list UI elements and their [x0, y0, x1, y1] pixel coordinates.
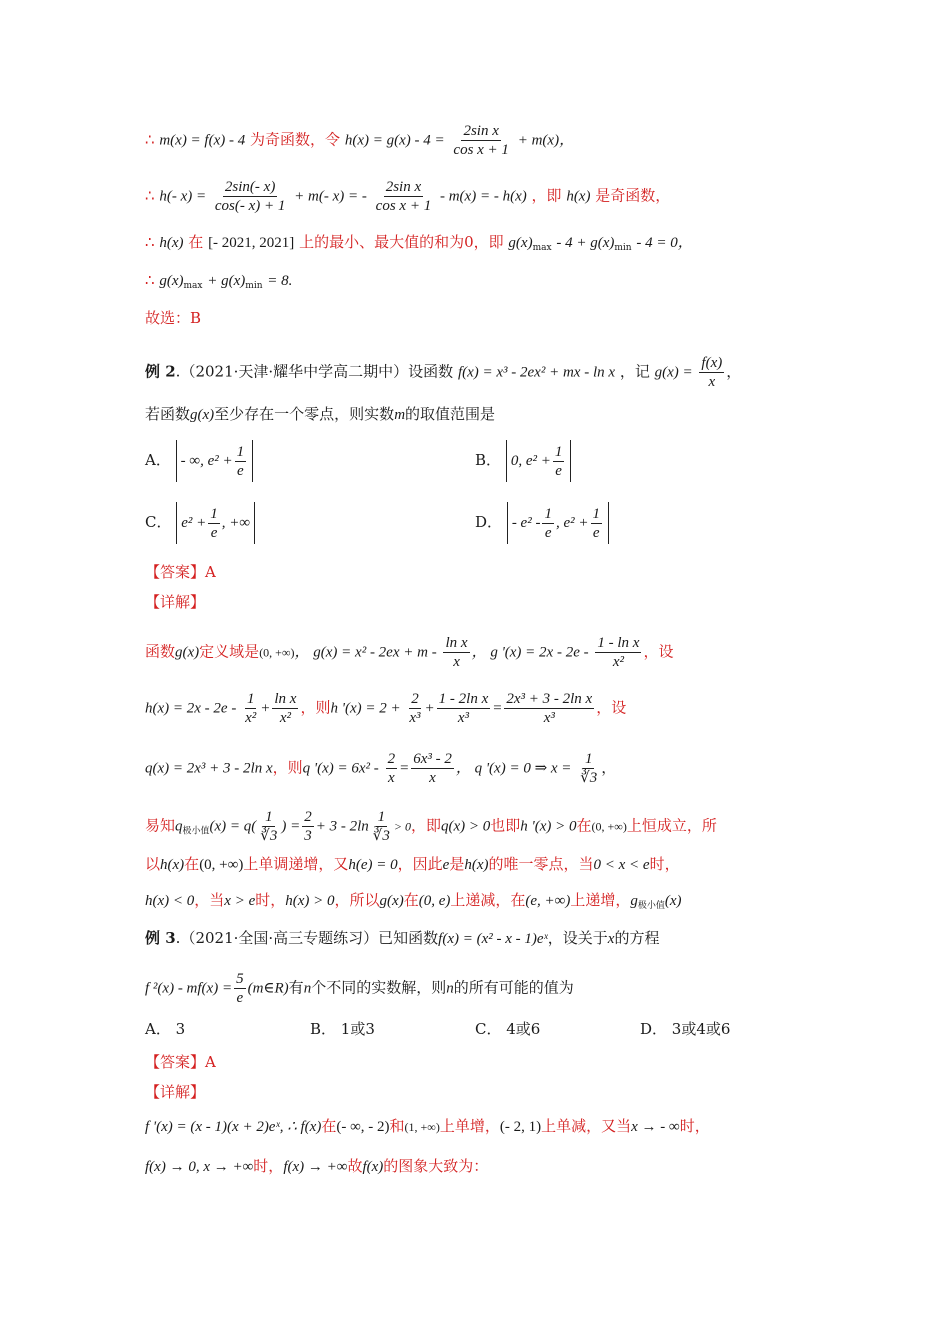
math-expression: h(x): [464, 857, 489, 873]
math-expression: (- ∞, - 2): [336, 1119, 390, 1135]
detail-tag: 【详解】: [145, 593, 206, 611]
solution-text: 上单减，又当: [541, 1117, 632, 1135]
math-expression: (0, e): [418, 893, 451, 909]
subscript: 极小值: [182, 826, 210, 837]
math-expression: h(x) = g(x) - 4 =: [344, 132, 445, 149]
math-expression: h '(x) = 2 +: [330, 700, 401, 717]
option-b: B． 1或3: [310, 1020, 375, 1038]
solution-text: ，所以: [334, 891, 380, 909]
fraction: $\frac{2}{x}$: [387, 751, 396, 786]
solution-2-line-1: [145, 634, 673, 671]
math-expression: - 4 + g(x): [556, 235, 615, 251]
solution-text: ，当: [194, 891, 225, 909]
solution-text: ，设: [596, 698, 627, 717]
answer-tag: 【答案】A: [145, 1053, 216, 1071]
question-text: 有: [288, 978, 304, 997]
solution-text: 时，: [679, 1117, 710, 1135]
math-expression: q(x) > 0: [440, 818, 491, 835]
math-expression: f(x) = (x² - x - 1)eˣ: [438, 931, 548, 947]
math-expression: h(x) < 0: [145, 893, 195, 909]
option-c: [145, 502, 255, 544]
math-expression: g(x): [190, 407, 215, 423]
answer-choice-line: 故选：B: [145, 309, 202, 327]
math-expression: f(x) = x³ - 2ex² + mx - ln x: [457, 364, 616, 381]
example-2-question: [145, 404, 495, 425]
solution-text: 在: [184, 855, 200, 873]
fraction: $\frac{f(x)}{x}$: [701, 355, 723, 390]
fraction: $\frac{1}{∛3}$: [260, 809, 278, 844]
solution-text: 上的最小、最大值的和为0，即: [299, 233, 504, 251]
math-expression: (1, +∞): [404, 1120, 440, 1134]
solution-text: 的唯一零点，当: [488, 855, 594, 873]
math-expression: f '(x) = (x - 1)(x + 2)eˣ, ∴ f(x): [145, 1119, 322, 1135]
fraction: $\frac{\text{ln x}}{x}$: [445, 635, 468, 670]
math-variable: g: [630, 893, 638, 909]
fraction: $\frac{\text{1 - ln x}}{\text{x²}}$: [597, 635, 640, 670]
math-expression: g(x) =: [654, 364, 693, 381]
therefore-symbol: ∴: [145, 130, 155, 149]
solution-text: ，则: [272, 758, 303, 777]
math-expression: g(x): [175, 644, 200, 661]
example-text: ，记: [619, 362, 650, 381]
solution-text: ，则: [300, 698, 331, 717]
solution-text: 在: [403, 891, 419, 909]
math-expression: + m(x)，: [517, 132, 575, 149]
example-label: 例 2: [145, 362, 176, 381]
solution-text: 时，: [649, 855, 680, 873]
math-expression: ， q '(x) = 0 ⇒ x =: [455, 760, 572, 777]
math-expression: h(x) > 0: [285, 893, 335, 909]
fraction: $\frac{\text{2sin x}}{\text{cos x + 1}}$: [375, 179, 432, 214]
solution-text: 也即: [490, 816, 521, 835]
solution-line-4: [145, 270, 292, 296]
math-expression: > 0: [393, 819, 411, 834]
math-operator: +: [424, 700, 435, 717]
math-expression: ， g '(x) = 2x - 2e -: [471, 644, 589, 661]
example-source: .（2021·全国·高三专题练习）已知函数: [175, 929, 439, 947]
fraction: $\frac{1}{∛3}$: [580, 751, 598, 786]
solution-3-line-2: [145, 1156, 488, 1177]
math-expression: 0 < x < e: [593, 857, 650, 873]
example-3-equation: [145, 970, 574, 1007]
math-expression: g(x): [159, 273, 184, 289]
option-interval: e² + $\frac{1}{e}$ , +∞: [176, 502, 255, 544]
option-label: A．: [145, 451, 171, 469]
fraction: $\frac{\text{2x³ + 3 - 2ln x}}{\text{x³}}$: [506, 691, 593, 726]
example-text: ，设关于: [547, 929, 608, 947]
solution-2-line-2: [145, 690, 626, 727]
option-label: D．: [475, 513, 503, 531]
example-label: 例 3: [145, 929, 176, 947]
solution-text: 上单增，: [439, 1117, 500, 1135]
math-expression: f(x): [362, 1159, 384, 1175]
math-expression: q '(x) = 6x² -: [302, 760, 379, 777]
solution-text: ，设: [643, 642, 674, 661]
math-expression: q(x) = 2x³ + 3 - 2ln x: [145, 760, 273, 777]
solution-text: 和: [389, 1117, 405, 1135]
option-label: B．: [475, 451, 502, 469]
math-expression: (x) = q(: [209, 818, 257, 835]
math-expression: [- 2021, 2021]: [208, 235, 295, 251]
example-source: .（2021·天津·耀华中学高二期中）设函数: [175, 362, 454, 381]
option-d: [475, 502, 609, 544]
therefore-symbol: ∴: [145, 271, 155, 289]
solution-text: 的图象大致为：: [383, 1157, 489, 1175]
solution-text: 在: [576, 816, 592, 835]
math-expression: (m∈R): [247, 980, 289, 997]
solution-text: 为奇函数，令: [250, 130, 341, 149]
math-operator: =: [492, 700, 503, 717]
math-expression: (e, +∞): [525, 893, 571, 909]
solution-text: 定义域是: [199, 642, 260, 661]
solution-text: ，即: [531, 186, 562, 205]
solution-text: 上递增，: [570, 891, 631, 909]
math-expression: h '(x) > 0: [520, 818, 577, 835]
math-expression: (0, +∞): [199, 857, 244, 873]
math-variable: m: [394, 407, 406, 423]
fraction: $\frac{2}{\text{x³}}$: [409, 691, 421, 726]
option-interval: - e² - $\frac{1}{e}$ , e² + $\frac{1}{e}$: [507, 502, 609, 544]
fraction: $\frac{\text{6x³ - 2}}{x}$: [413, 751, 452, 786]
question-text: 的所有可能的值为: [453, 978, 574, 997]
math-expression: + g(x): [207, 273, 246, 289]
example-3-heading: [145, 928, 659, 949]
option-d: D． 3或4或6: [640, 1020, 731, 1038]
solution-line-1: [145, 122, 574, 159]
fraction: $\frac{1}{\text{x²}}$: [245, 691, 257, 726]
subscript: 极小值: [637, 901, 665, 911]
math-expression: g(x): [379, 893, 404, 909]
question-text: 若函数: [145, 405, 191, 423]
math-expression: x → - ∞: [631, 1119, 680, 1135]
option-a: A． 3: [145, 1020, 186, 1038]
math-expression: ， g(x) = x² - 2ex + m -: [294, 644, 437, 661]
math-expression: (0, +∞): [591, 819, 627, 834]
subscript: min: [245, 281, 263, 291]
solution-text: 函数: [145, 642, 176, 661]
option-label: C．: [145, 513, 172, 531]
fraction: $\frac{\text{ln x}}{\text{x²}}$: [274, 691, 297, 726]
fraction: $\frac{2}{3}$: [304, 809, 312, 844]
math-expression: + m(- x) = -: [294, 188, 367, 205]
solution-3-line-1: [145, 1116, 710, 1137]
solution-2-line-3: [145, 750, 616, 787]
subscript: max: [183, 281, 203, 291]
subscript: max: [532, 243, 552, 253]
math-operator: +: [260, 700, 271, 717]
detail-tag: 【详解】: [145, 1083, 206, 1101]
math-expression: = 8.: [267, 273, 293, 289]
fraction: $\frac{1}{∛3}$: [372, 809, 390, 844]
math-expression: (0, +∞): [259, 645, 295, 660]
math-expression: h(e) = 0: [348, 857, 398, 873]
solution-text: 易知: [145, 816, 176, 835]
punctuation: ，: [726, 362, 742, 381]
math-expression: - m(x) = - h(x): [439, 188, 527, 205]
math-expression: h(- x) =: [159, 188, 207, 205]
answer-tag: 【答案】A: [145, 563, 216, 581]
fraction: $\frac{2\sin(- x)}{\cos(- x) + 1}$: [214, 179, 286, 214]
example-text: 的方程: [614, 929, 660, 947]
option-b: [475, 440, 571, 482]
math-variable: e: [442, 857, 450, 873]
math-expression: (- 2, 1): [499, 1119, 542, 1135]
math-variable: n: [446, 980, 454, 997]
solution-text: 上恒成立，所: [626, 816, 717, 835]
solution-text: ，因此: [397, 855, 443, 873]
question-text: 至少存在一个零点，则实数: [214, 405, 395, 423]
option-interval: - ∞, e² + $\frac{1}{e}$: [176, 440, 253, 482]
fraction: $\frac{\text{1 - 2ln x}}{\text{x³}}$: [438, 691, 489, 726]
math-expression: h(x): [566, 188, 591, 205]
solution-text: 上单调递增，又: [243, 855, 349, 873]
solution-text: 是奇函数，: [595, 186, 671, 205]
solution-2-line-5: [145, 854, 680, 875]
therefore-symbol: ∴: [145, 233, 155, 251]
solution-text: 时，: [253, 1157, 284, 1175]
therefore-symbol: ∴: [145, 186, 155, 205]
math-variable: q: [175, 818, 183, 835]
solution-text: 以: [145, 855, 161, 873]
math-operator: =: [399, 760, 410, 777]
question-text: 的取值范围是: [405, 405, 496, 423]
solution-text: 是: [449, 855, 465, 873]
solution-text: 时，: [255, 891, 286, 909]
math-expression: f ²(x) - mf(x) =: [145, 980, 233, 997]
option-c: C． 4或6: [475, 1020, 541, 1038]
math-expression: h(x): [160, 857, 185, 873]
option-a: [145, 440, 253, 482]
math-expression: (x): [664, 893, 682, 909]
math-expression: m(x) = f(x) - 4: [159, 132, 246, 149]
solution-line-2: [145, 178, 670, 215]
question-text: 个不同的实数解，则: [311, 978, 447, 997]
math-expression: h(x) = 2x - 2e -: [145, 700, 237, 717]
math-variable: n: [303, 980, 312, 997]
fraction: $\frac{\text{2sin x}}{\text{cos x + 1}}$: [453, 123, 509, 158]
math-expression: f(x) → 0, x → +∞: [145, 1159, 254, 1175]
solution-2-line-4: [145, 808, 717, 845]
math-expression: - 4 = 0，: [636, 235, 693, 251]
math-expression: + 3 - 2ln: [315, 818, 369, 835]
math-expression: ) =: [281, 818, 301, 835]
solution-text: 在: [188, 233, 204, 251]
solution-2-line-6: [145, 890, 682, 916]
math-expression: x > e: [224, 893, 256, 909]
fraction: $\frac{5}{e}$: [236, 971, 244, 1006]
subscript: min: [614, 243, 632, 253]
math-expression: g(x): [508, 235, 533, 251]
solution-text: 在: [321, 1117, 337, 1135]
option-interval: 0, e² + $\frac{1}{e}$: [506, 440, 572, 482]
solution-line-3: [145, 232, 693, 258]
solution-text: 故: [347, 1157, 363, 1175]
punctuation: ，: [601, 758, 617, 777]
math-variable: x: [607, 931, 615, 947]
solution-text: 上递减，在: [450, 891, 526, 909]
solution-text: ，即: [410, 816, 441, 835]
example-2-heading: [145, 354, 741, 391]
math-expression: f(x) → +∞: [283, 1159, 348, 1175]
math-expression: h(x): [159, 235, 184, 251]
